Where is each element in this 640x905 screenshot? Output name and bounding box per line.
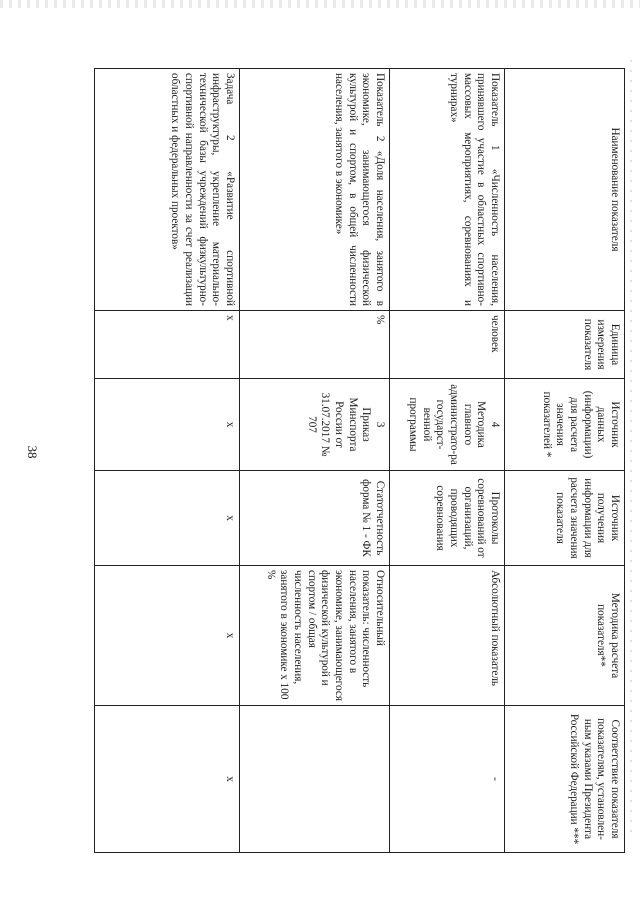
row1-unit: человек	[390, 311, 505, 379]
row2-unit: %	[240, 311, 390, 379]
header-name: Наименование показателя	[505, 69, 625, 311]
table-row	[390, 69, 505, 853]
header-decree: Соответствие показателя показателям, установлен-ным указами Президента Российской Федерации ***	[505, 706, 625, 853]
header-data-source: Источник данных (информации) для расчета значения показателей *	[505, 379, 625, 471]
row1-method: Абсолютный показатель	[390, 566, 505, 706]
indicator-table-frame	[95, 68, 625, 852]
page-number: 38	[25, 445, 40, 459]
table-row	[95, 69, 240, 853]
scan-artifact	[630, 60, 632, 840]
table-row	[240, 69, 390, 853]
header-unit: Единица измерения показателя	[505, 311, 625, 379]
row1-decree: -	[390, 706, 505, 853]
row2-name: Показатель 2 «Доля населения, занятого в экономике, занимающегося физической культурой и спортом, в общей численности населения, занятого в экономике»	[240, 69, 390, 311]
indicator-table	[94, 68, 625, 853]
header-info-source: Источник получения информации для расчета значения показателя	[505, 471, 625, 566]
row3-info-source: х	[95, 471, 240, 566]
row3-method: х	[95, 566, 240, 706]
row3-decree: х	[95, 706, 240, 853]
row3-name: Задача 2 «Развитие спортивной инфраструктуры, укрепление материально-технической базы учреждений физкультурно-спортивной направленности за счет реализации областных и федеральных проектов»	[95, 69, 240, 311]
row2-method: Относительный показатель: численность населения, занятого в экономике, занимающегося физической культурой и спортом / общая численность населения, занятого в экономике х 100 %	[240, 566, 390, 706]
row2-info-source: Статотчетность форма № 1 - ФК	[240, 471, 390, 566]
row1-name: Показатель 1 «Численность населения, принявшего участие в областных спортивно-массовых мероприятиях, соревнованиях и турнирах»	[390, 69, 505, 311]
header-method: Методика расчета показателя**	[505, 566, 625, 706]
row3-data-source: х	[95, 379, 240, 471]
row3-unit: х	[95, 311, 240, 379]
row2-data-source: 3 Приказ Минспорта России от 31.07.2017 № 707	[240, 379, 390, 471]
row1-info-source: Протоколы соревнований от организаций, проводящих соревнования	[390, 471, 505, 566]
scan-edge	[0, 0, 640, 8]
table-header-row	[505, 69, 625, 853]
row1-data-source: 4 Методика главного администрато-ра государст-венной программы	[390, 379, 505, 471]
row2-decree	[240, 706, 390, 853]
